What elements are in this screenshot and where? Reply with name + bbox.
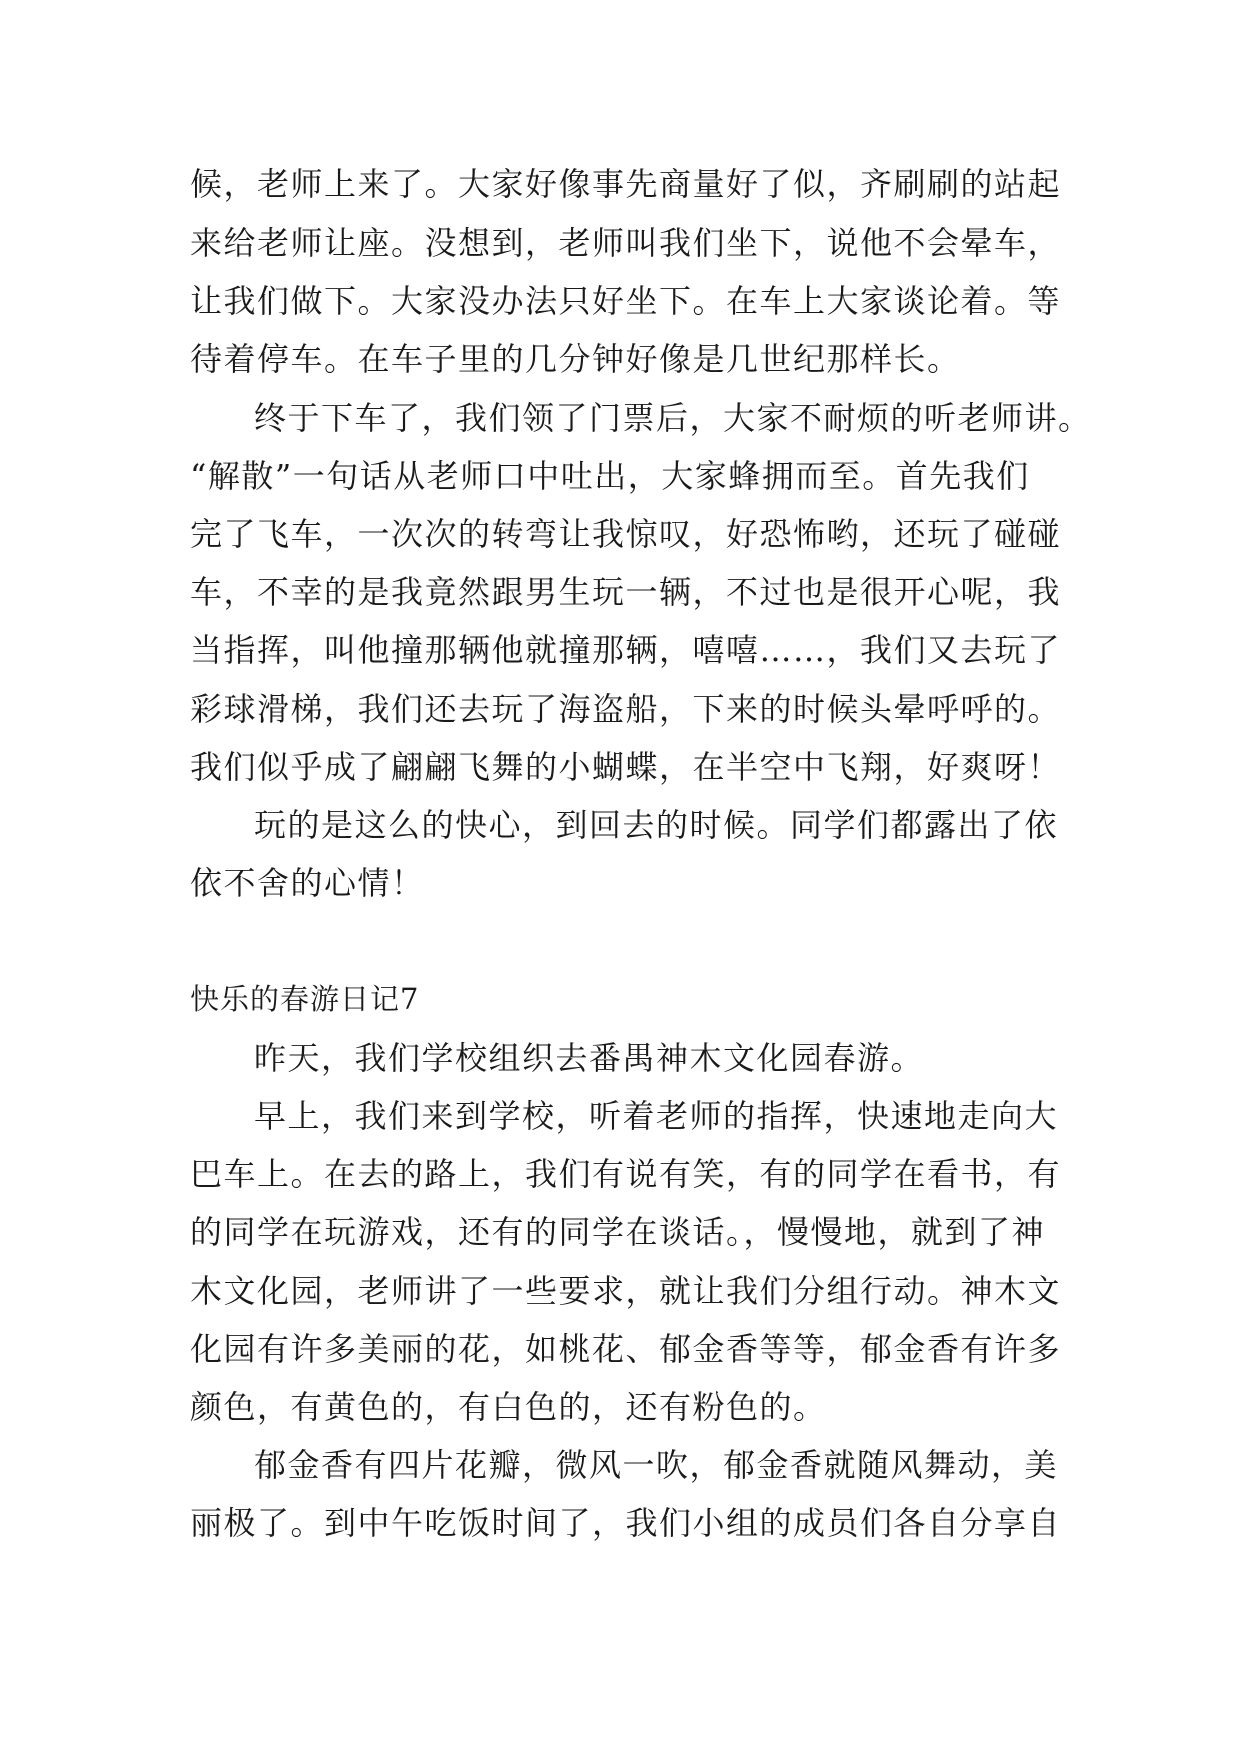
text-line: 玩的是这么的快心，到回去的时候。同学们都露出了依 bbox=[254, 806, 1059, 844]
text-line: 彩球滑梯，我们还去玩了海盗船，下来的时候头晕呼呼的。 bbox=[190, 690, 1062, 728]
text-line: 颜色，有黄色的，有白色的，还有粉色的。 bbox=[190, 1388, 827, 1426]
text-line: 终于下车了，我们领了门票后，大家不耐烦的听老师讲。 bbox=[254, 399, 1092, 437]
text-line: 当指挥，叫他撞那辆他就撞那辆，嘻嘻……，我们又去玩了 bbox=[190, 631, 1062, 669]
text-line: 待着停车。在车子里的几分钟好像是几世纪那样长。 bbox=[190, 340, 961, 378]
section-title: 快乐的春游日记7 bbox=[190, 982, 420, 1016]
text-line: 完了飞车，一次次的转弯让我惊叹，好恐怖哟，还玩了碰碰 bbox=[190, 515, 1062, 553]
text-line: 候，老师上来了。大家好像事先商量好了似，齐刷刷的站起 bbox=[190, 165, 1062, 203]
text-line: 车，不幸的是我竟然跟男生玩一辆，不过也是很开心呢，我 bbox=[190, 573, 1062, 611]
text-line: 昨天，我们学校组织去番禺神木文化园春游。 bbox=[254, 1039, 925, 1077]
text-line: 丽极了。到中午吃饭时间了，我们小组的成员们各自分享自 bbox=[190, 1504, 1062, 1542]
text-line: “解散”一句话从老师口中吐出，大家蜂拥而至。首先我们 bbox=[190, 457, 1030, 495]
text-line: 早上，我们来到学校，听着老师的指挥，快速地走向大 bbox=[254, 1097, 1059, 1135]
text-line: 来给老师让座。没想到，老师叫我们坐下，说他不会晕车， bbox=[190, 224, 1062, 262]
text-line: 让我们做下。大家没办法只好坐下。在车上大家谈论着。等 bbox=[190, 282, 1062, 320]
text-line: 依不舍的心情！ bbox=[190, 864, 425, 902]
text-line: 木文化园，老师讲了一些要求，就让我们分组行动。神木文 bbox=[190, 1272, 1062, 1310]
text-line: 郁金香有四片花瓣，微风一吹，郁金香就随风舞动，美 bbox=[254, 1446, 1059, 1484]
text-line: 巴车上。在去的路上，我们有说有笑，有的同学在看书，有 bbox=[190, 1155, 1062, 1193]
text-line: 的同学在玩游戏，还有的同学在谈话。，慢慢地，就到了神 bbox=[190, 1213, 1046, 1251]
text-line: 化园有许多美丽的花，如桃花、郁金香等等，郁金香有许多 bbox=[190, 1330, 1062, 1368]
text-line: 我们似乎成了翩翩飞舞的小蝴蝶，在半空中飞翔，好爽呀！ bbox=[190, 748, 1062, 786]
